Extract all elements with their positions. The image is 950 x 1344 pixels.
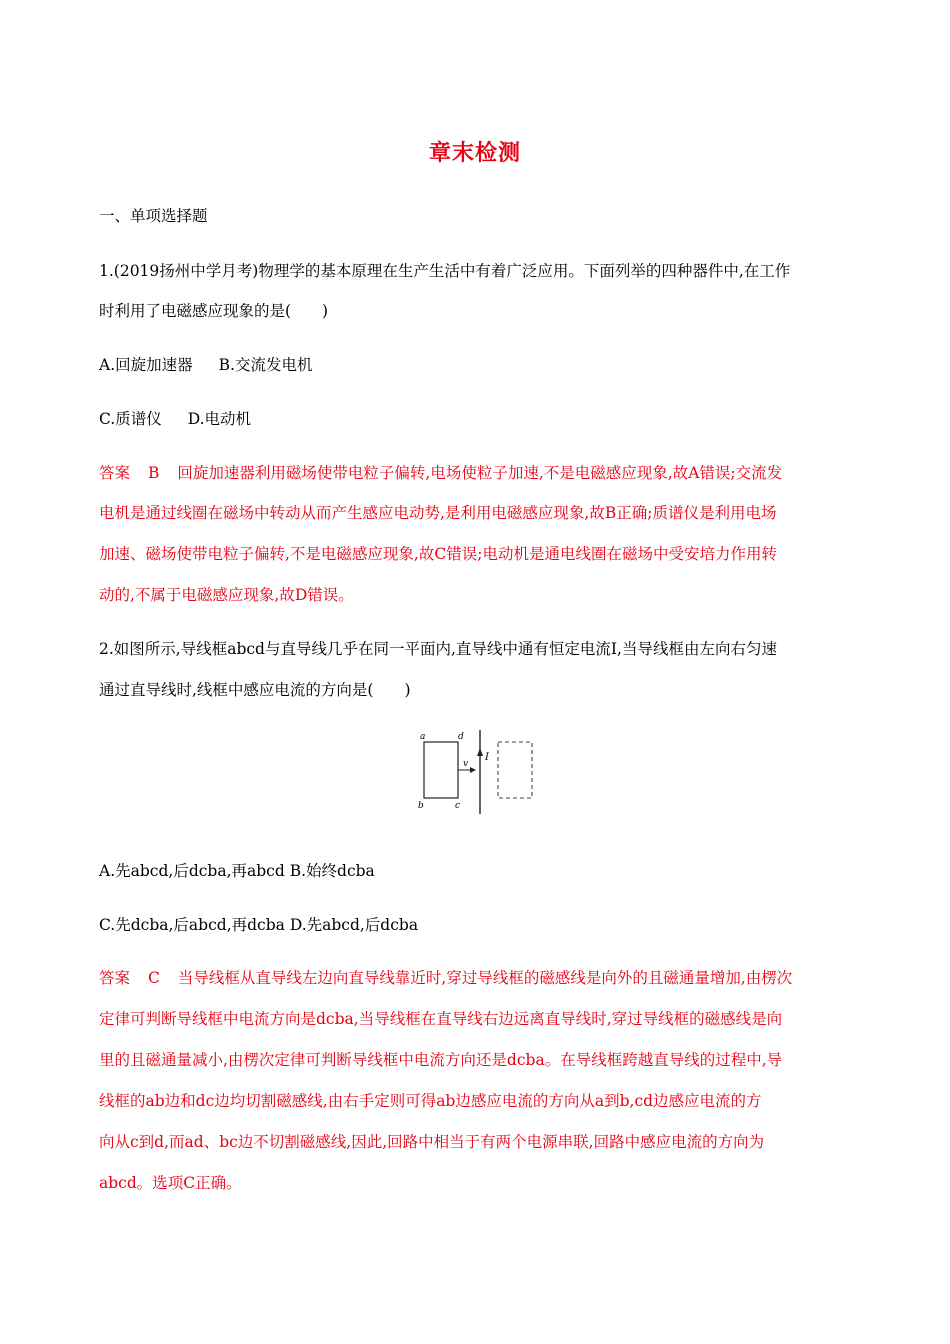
q2-answer-line-6: abcd。选项C正确。	[99, 1174, 242, 1192]
q2-answer-line-1	[99, 968, 792, 988]
q1-stem-line-2: 时利用了电磁感应现象的是( )	[99, 302, 329, 320]
label-v: v	[463, 759, 469, 769]
q2-answer-label: 答案	[99, 969, 131, 987]
q1-options-ab	[99, 355, 312, 375]
q2-stem-line-1: 2.如图所示,导线框abcd与直导线几乎在同一平面内,直导线中通有恒定电流I,当导线框由左向右匀速	[99, 640, 777, 658]
velocity-arrow-icon	[470, 767, 476, 773]
q1-answer-text-1: 回旋加速器利用磁场使带电粒子偏转,电场使粒子加速,不是电磁感应现象,故A错误;交流发	[177, 464, 783, 482]
page-title: 章末检测	[428, 141, 521, 166]
label-a: a	[420, 732, 426, 742]
q2-options-cd: C.先dcba,后abcd,再dcba D.先abcd,后dcba	[99, 916, 419, 934]
q1-options-cd	[99, 409, 251, 429]
wire-frame-figure	[412, 728, 536, 816]
q1-option-d: D.电动机	[187, 410, 252, 428]
q1-answer-line-1	[99, 463, 782, 483]
frame-abcd	[424, 742, 458, 798]
q1-answer-line-4: 动的,不属于电磁感应现象,故D错误。	[99, 586, 354, 604]
q1-answer-key: B	[148, 464, 160, 482]
section-heading: 一、单项选择题	[99, 207, 208, 225]
label-current: I	[485, 752, 489, 763]
label-c: c	[455, 801, 461, 811]
q2-answer-text-1: 当导线框从直导线左边向直导线靠近时,穿过导线框的磁感线是向外的且磁通量增加,由楞次	[177, 969, 793, 987]
q1-answer-line-3: 加速、磁场使带电粒子偏转,不是电磁感应现象,故C错误;电动机是通电线圈在磁场中受安培力作用转	[99, 545, 777, 563]
q2-answer-line-2: 定律可判断导线框中电流方向是dcba,当导线框在直导线右边远离直导线时,穿过导线框的磁感线是向	[99, 1010, 783, 1028]
q1-stem-line-1: 1.(2019扬州中学月考)物理学的基本原理在生产生活中有着广泛应用。下面列举的四种器件中,在工作	[99, 262, 791, 280]
frame-dashed-position	[498, 742, 532, 798]
q1-option-b: B.交流发电机	[218, 356, 313, 374]
q1-option-c: C.质谱仪	[99, 410, 162, 428]
label-b: b	[418, 801, 424, 811]
q2-stem-line-2: 通过直导线时,线框中感应电流的方向是( )	[99, 681, 411, 699]
q2-options-ab: A.先abcd,后dcba,再abcd B.始终dcba	[99, 862, 375, 880]
q1-answer-label: 答案	[99, 464, 131, 482]
current-arrow-icon	[477, 748, 483, 756]
q1-answer-line-2: 电机是通过线圈在磁场中转动从而产生感应电动势,是利用电磁感应现象,故B正确;质谱仪是利用电场	[99, 504, 777, 522]
q1-option-a: A.回旋加速器	[99, 356, 193, 374]
label-d: d	[458, 732, 464, 742]
q2-answer-key: C	[148, 969, 160, 987]
q2-answer-line-5: 向从c到d,而ad、bc边不切割磁感线,因此,回路中相当于有两个电源串联,回路中感应电流的方向为	[99, 1133, 765, 1151]
q2-answer-line-3: 里的且磁通量减小,由楞次定律可判断导线框中电流方向还是dcba。在导线框跨越直导线的过程中,导	[99, 1051, 783, 1069]
q2-answer-line-4: 线框的ab边和dc边均切割磁感线,由右手定则可得ab边感应电流的方向从a到b,cd边感应电流的方	[99, 1092, 762, 1110]
